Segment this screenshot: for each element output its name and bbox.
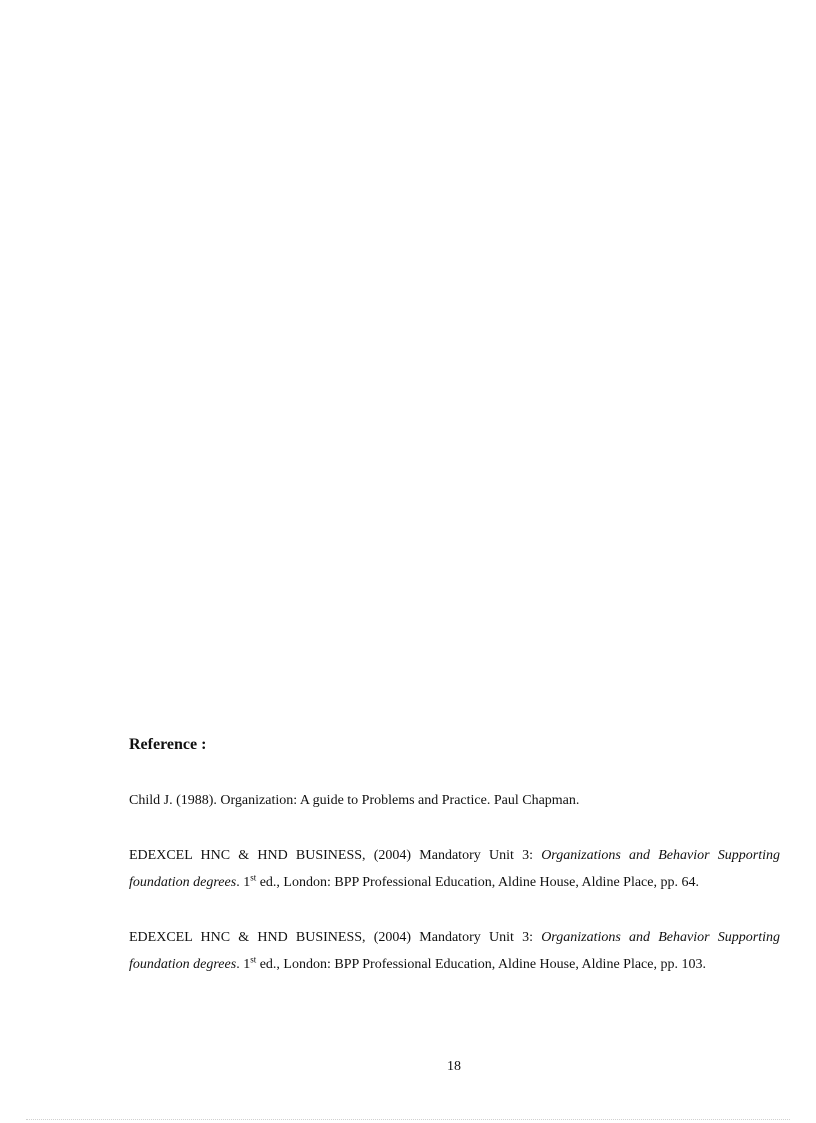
reference-2-lead: EDEXCEL HNC & HND BUSINESS, (2004) Mandatory Unit 3: [129,847,542,863]
page-number: 18 [447,1059,461,1074]
reference-list [129,787,780,979]
reference-3-title: Organizations and Behavior Supporting foundation degrees [129,929,781,972]
reference-3-tail: ed., London: BPP Professional Education, Aldine House, Aldine Place, pp. 103. [256,957,706,972]
reference-2-tail: ed., London: BPP Professional Education, Aldine House, Aldine Place, pp. 64. [256,875,699,890]
reference-entry-2 [129,842,780,897]
reference-1-text: Child J. (1988). Organization: A guide to Problems and Practice. Paul Chapman. [129,793,580,808]
page-bottom-divider [26,1119,790,1120]
reference-3-superscript: st [250,954,257,965]
reference-2-title: Organizations and Behavior Supporting foundation degrees [129,847,781,890]
reference-section [129,735,780,1006]
reference-2-after-title: . 1 [236,875,251,890]
reference-3-after-title: . 1 [236,957,251,972]
reference-heading: Reference : [129,736,207,753]
reference-entry-3 [129,924,780,979]
reference-2-superscript: st [250,872,257,883]
reference-3-lead: EDEXCEL HNC & HND BUSINESS, (2004) Mandatory Unit 3: [129,929,542,945]
reference-entry-1 [129,787,780,815]
